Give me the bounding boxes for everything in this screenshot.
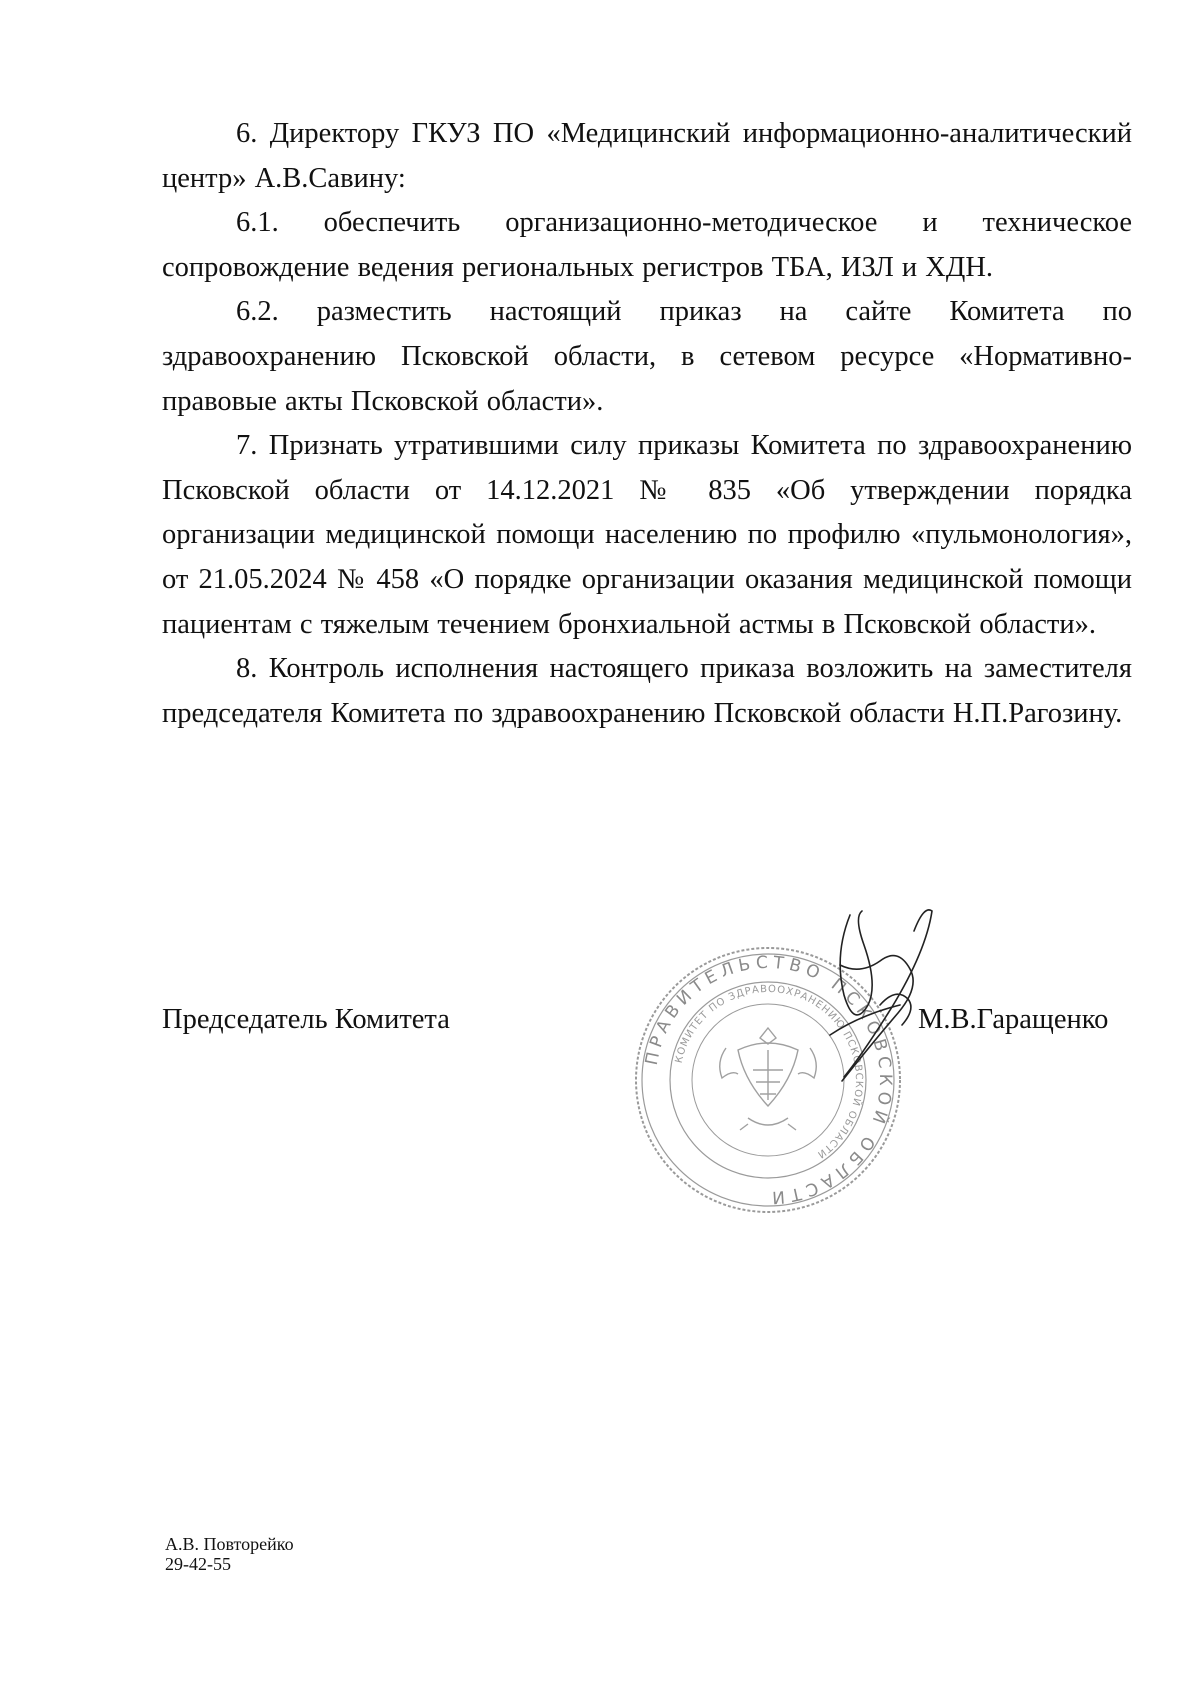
signatory-name: М.В.Гаращенко [918, 1004, 1109, 1035]
signatory-title: Председатель Комитета [162, 1004, 450, 1035]
handwritten-signature [810, 895, 940, 1095]
document-body [162, 112, 1132, 736]
paragraph-6: 6. Директору ГКУЗ ПО «Медицинский информационно-аналитический центр» А.В.Савину: [162, 118, 1132, 194]
seal-inner-text: КОМИТЕТ ПО ЗДРАВООХРАНЕНИЮ ПСКОВСКОЙ ОБЛАСТИ [673, 983, 865, 1161]
coat-of-arms-icon [720, 1028, 817, 1130]
paragraph-7: 7. Признать утратившими силу приказы Комитета по здравоохранению Псковской области от 14.12.2021 № 835 «Об утверждении порядка организации медицинской помощи населению по профилю «пульмонология», от 21.05.2024 № 458 «О порядке организации оказания медицинской помощи пациентам с тяжелым течением бронхиальной астмы в Псковской области». [162, 430, 1132, 640]
executor-phone: 29-42-55 [165, 1554, 231, 1574]
paragraph-6-2: 6.2. разместить настоящий приказ на сайте Комитета по здравоохранению Псковской области, в сетевом ресурсе «Нормативно-правовые акты Псковской области». [162, 296, 1132, 417]
paragraph-6-1: 6.1. обеспечить организационно-методическое и техническое сопровождение ведения региональных регистров ТБА, ИЗЛ и ХДН. [162, 207, 1132, 283]
executor-name: А.В. Повторейко [165, 1534, 294, 1554]
paragraph-8: 8. Контроль исполнения настоящего приказа возложить на заместителя председателя Комитета по здравоохранению Псковской области Н.П.Рагозину. [162, 653, 1132, 729]
executor-info [165, 1534, 294, 1574]
seal-outer-text: ПРАВИТЕЛЬСТВО ПСКОВСКОЙ ОБЛАСТИ [641, 952, 896, 1208]
